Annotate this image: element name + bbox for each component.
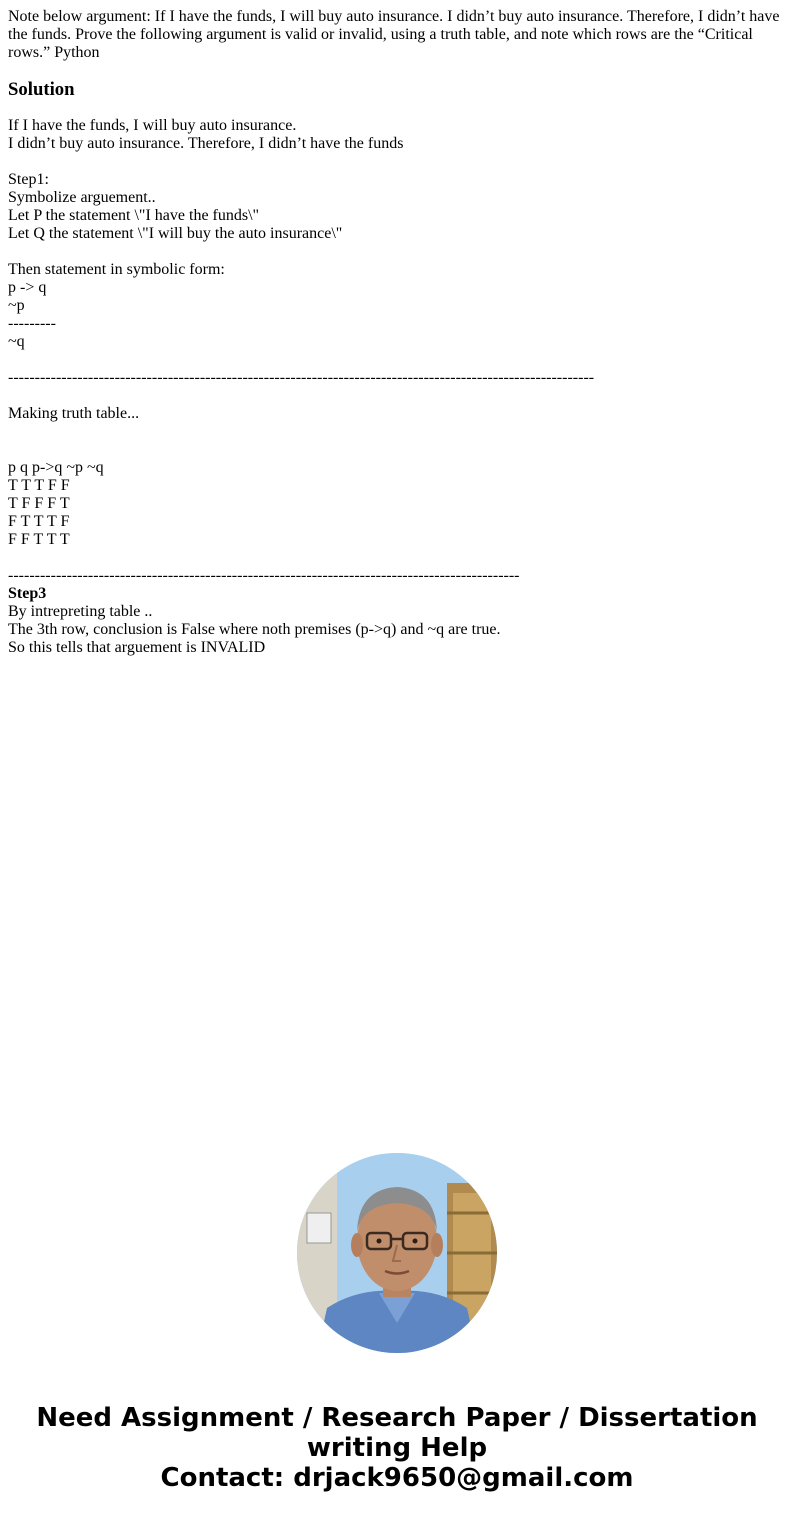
divider-line: -------------------------------------------------------------------------------------------------------------- (8, 369, 595, 386)
symbolic-title: Then statement in symbolic form: (8, 261, 225, 278)
spacer (8, 441, 786, 459)
divider-line: ------------------------------------------------------------------------------------------------ (8, 567, 520, 584)
step1-line: Let Q the statement \"I will buy the auto insurance\" (8, 225, 343, 242)
intro-line: I didn’t buy auto insurance. Therefore, I didn’t have the funds (8, 135, 404, 152)
step3-line: The 3th row, conclusion is False where noth premises (p->q) and ~q are true. (8, 621, 501, 638)
promo-line: writing Help (306, 1433, 488, 1463)
conclusion-line: ~q (8, 333, 25, 350)
question-text: Note below argument: If I have the funds, I will buy auto insurance. I didn’t buy auto insurance. Therefore, I didn’t have the funds. Prove the following argument is valid or invalid, using a truth table, and note which rows are the “Critical rows.” Python (8, 8, 780, 61)
spacer (8, 243, 786, 261)
truth-table-title: Making truth table... (8, 405, 140, 422)
spacer (8, 423, 786, 441)
profile-photo (297, 1153, 497, 1353)
truth-table-header: p q p->q ~p ~q (8, 459, 104, 476)
step3-line: By intrepreting table .. (8, 603, 153, 620)
intro-line: If I have the funds, I will buy auto insurance. (8, 117, 297, 134)
premise-line: p -> q (8, 279, 47, 296)
promo-footer (0, 1153, 794, 1493)
argument-separator: --------- (8, 315, 56, 332)
contact-email: Contact: drjack9650@gmail.com (160, 1463, 634, 1493)
spacer (8, 351, 786, 369)
premise-line: ~p (8, 297, 25, 314)
truth-table-row: F T T T F (8, 513, 70, 530)
step3-title: Step3 (8, 585, 47, 602)
truth-table-row: T F F F T (8, 495, 70, 512)
step1-line: Let P the statement \"I have the funds\" (8, 207, 260, 224)
portrait-icon (297, 1153, 497, 1353)
spacer (8, 387, 786, 405)
truth-table-row: F F T T T (8, 531, 70, 548)
step1-title: Step1: (8, 171, 49, 188)
spacer (8, 549, 786, 567)
promo-line: Need Assignment / Research Paper / Dissertation (36, 1403, 758, 1433)
solution-heading: Solution (8, 79, 75, 100)
promo-text (0, 1403, 794, 1493)
answer-content (8, 8, 786, 657)
step3-line: So this tells that arguement is INVALID (8, 639, 266, 656)
truth-table (8, 459, 786, 549)
spacer (8, 153, 786, 171)
truth-table-row: T T T F F (8, 477, 70, 494)
step1-line: Symbolize arguement.. (8, 189, 156, 206)
